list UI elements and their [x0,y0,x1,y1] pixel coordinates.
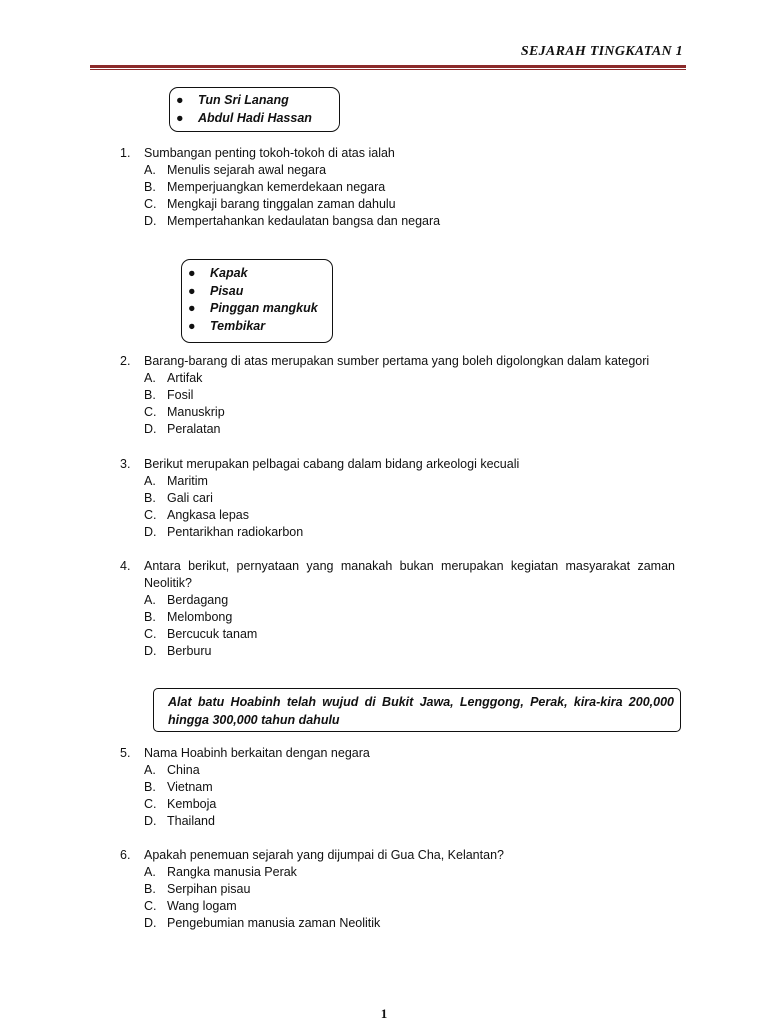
option-a[interactable]: A. Artifak [144,371,203,385]
option-a[interactable]: A. Berdagang [144,593,229,607]
question-6 [120,847,675,932]
box-item: ● Pinggan mangkuk [182,300,332,318]
option-c[interactable]: C. Bercucuk tanam [144,627,258,641]
question-4 [120,558,675,660]
header-title: SEJARAH TINGKATAN 1 [520,44,683,59]
option-d[interactable]: D. Thailand [144,814,215,828]
option-c[interactable]: C. Wang logam [144,899,237,913]
option-b[interactable]: B. Memperjuangkan kemerdekaan negara [144,180,386,194]
question-number: 1. [120,146,131,160]
question-number: 4. [120,559,131,573]
items-box [181,259,333,343]
question-number: 3. [120,457,131,471]
option-b[interactable]: B. Gali cari [144,491,213,505]
option-a[interactable]: A. Maritim [144,474,208,488]
option-a[interactable]: A. China [144,763,200,777]
bullet-icon: ● [188,319,196,334]
bullet-icon: ● [188,301,196,316]
box-item: ● Tembikar [182,318,332,336]
option-a[interactable]: A. Menulis sejarah awal negara [144,163,327,177]
question-text: Nama Hoabinh berkaitan dengan negara [144,746,370,760]
question-1 [120,145,675,230]
option-c[interactable]: C. Kemboja [144,797,217,811]
option-b[interactable]: B. Melombong [144,610,233,624]
option-b[interactable]: B. Vietnam [144,780,213,794]
question-number: 5. [120,746,131,760]
question-text: Sumbangan penting tokoh-tokoh di atas ialah [144,146,395,160]
option-d[interactable]: D. Berburu [144,644,212,658]
bullet-icon: ● [188,266,196,280]
header-rule [90,65,686,68]
option-d[interactable]: D. Pengebumian manusia zaman Neolitik [144,916,381,930]
box-item: ● Pisau [182,283,332,301]
option-a[interactable]: A. Rangka manusia Perak [144,865,297,879]
bullet-icon: ● [176,93,184,107]
bullet-icon: ● [188,283,196,298]
question-2 [120,353,675,438]
question-number: 2. [120,354,131,368]
option-d[interactable]: D. Mempertahankan kedaulatan bangsa dan negara [144,214,441,228]
option-b[interactable]: B. Fosil [144,388,194,402]
page-number: 1 [380,1006,388,1021]
box-item: ● Tun Sri Lanang [170,92,339,110]
question-text: Berikut merupakan pelbagai cabang dalam bidang arkeologi kecuali [144,457,520,471]
bullet-icon: ● [176,110,184,125]
question-text: Barang-barang di atas merupakan sumber pertama yang boleh digolongkan dalam kategori [144,354,650,368]
option-c[interactable]: C. Manuskrip [144,405,225,419]
box-item: ● Kapak [182,265,332,283]
option-c[interactable]: C. Angkasa lepas [144,508,250,522]
question-3 [120,456,675,541]
figures-box [169,87,340,132]
option-c[interactable]: C. Mengkaji barang tinggalan zaman dahulu [144,197,396,211]
question-number: 6. [120,848,131,862]
option-d[interactable]: D. Pentarikhan radiokarbon [144,525,304,539]
question-text: Antara berikut, pernyataan yang manakah bukan merupakan kegiatan masyarakat zaman Neolitik? [144,559,675,590]
option-d[interactable]: D. Peralatan [144,422,221,436]
question-text: Apakah penemuan sejarah yang dijumpai di Gua Cha, Kelantan? [144,848,504,862]
box-item: ● Abdul Hadi Hassan [170,110,339,128]
header-rule-thin [90,69,686,70]
stimulus-box: Alat batu Hoabinh telah wujud di Bukit Jawa, Lenggong, Perak, kira-kira 200,000 hingga 300,000 tahun dahulu [153,688,681,732]
question-5 [120,745,675,830]
option-b[interactable]: B. Serpihan pisau [144,882,251,896]
